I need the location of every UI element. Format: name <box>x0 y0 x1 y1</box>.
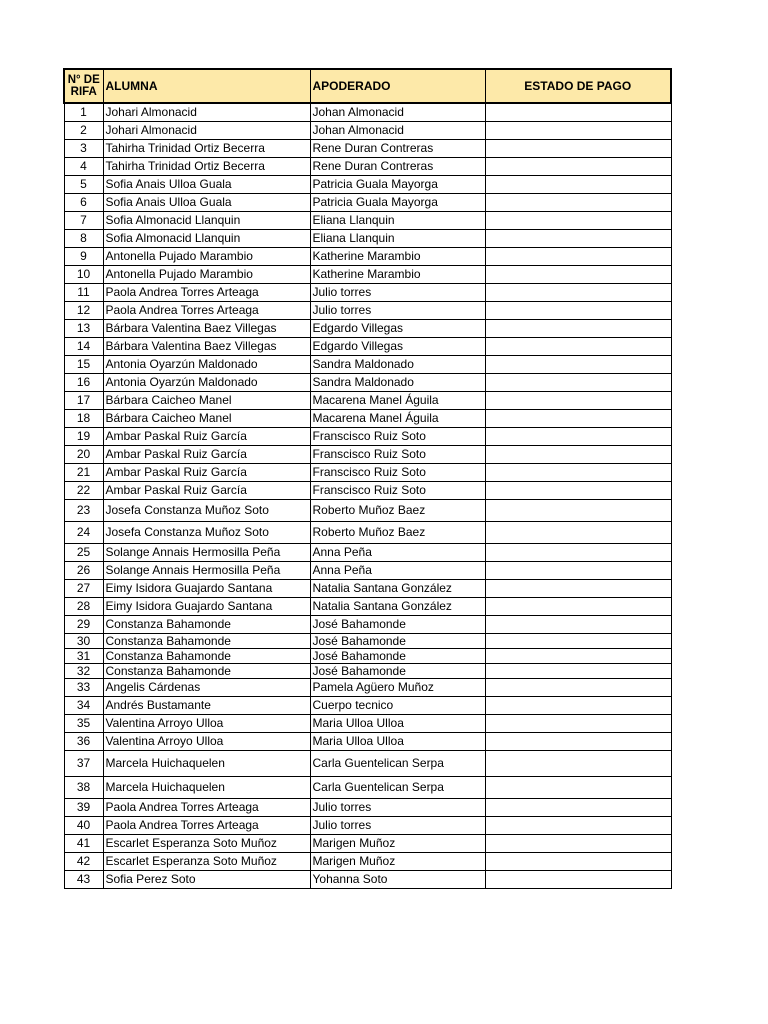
cell-apoderado[interactable]: Maria Ulloa Ulloa <box>310 715 485 733</box>
cell-alumna[interactable]: Antonia Oyarzún Maldonado <box>103 356 310 374</box>
cell-estado-de-pago[interactable] <box>485 853 671 871</box>
table-row <box>64 392 671 410</box>
cell-alumna[interactable]: Bárbara Valentina Baez Villegas <box>103 320 310 338</box>
cell-estado-de-pago[interactable] <box>485 715 671 733</box>
cell-apoderado[interactable]: Franscisco Ruiz Soto <box>310 482 485 500</box>
cell-alumna[interactable]: Paola Andrea Torres Arteaga <box>103 284 310 302</box>
cell-numero-rifa[interactable]: 21 <box>64 464 103 482</box>
cell-apoderado[interactable]: Edgardo Villegas <box>310 338 485 356</box>
cell-apoderado[interactable]: Franscisco Ruiz Soto <box>310 428 485 446</box>
cell-estado-de-pago[interactable] <box>485 194 671 212</box>
cell-estado-de-pago[interactable] <box>485 392 671 410</box>
cell-apoderado[interactable]: Macarena Manel Águila <box>310 410 485 428</box>
cell-apoderado[interactable]: Katherine Marambio <box>310 248 485 266</box>
cell-estado-de-pago[interactable] <box>485 122 671 140</box>
cell-estado-de-pago[interactable] <box>485 284 671 302</box>
table-row <box>64 320 671 338</box>
table-row <box>64 446 671 464</box>
cell-apoderado[interactable]: Eliana Llanquin <box>310 212 485 230</box>
cell-numero-rifa[interactable]: 20 <box>64 446 103 464</box>
cell-alumna[interactable]: Johari Almonacid <box>103 103 310 122</box>
cell-apoderado[interactable]: Maria Ulloa Ulloa <box>310 733 485 751</box>
cell-alumna[interactable]: Valentina Arroyo Ulloa <box>103 715 310 733</box>
cell-estado-de-pago[interactable] <box>485 835 671 853</box>
cell-estado-de-pago[interactable] <box>485 176 671 194</box>
cell-estado-de-pago[interactable] <box>485 446 671 464</box>
cell-alumna[interactable]: Angelis Cárdenas <box>103 679 310 697</box>
cell-alumna[interactable]: Paola Andrea Torres Arteaga <box>103 799 310 817</box>
table-body <box>64 103 671 889</box>
cell-apoderado[interactable]: Eliana Llanquin <box>310 230 485 248</box>
cell-numero-rifa[interactable]: 23 <box>64 500 103 522</box>
table-row <box>64 464 671 482</box>
cell-numero-rifa[interactable]: 25 <box>64 544 103 562</box>
cell-numero-rifa[interactable]: 24 <box>64 522 103 544</box>
cell-alumna[interactable]: Sofia Anais Ulloa Guala <box>103 176 310 194</box>
cell-apoderado[interactable]: Johan Almonacid <box>310 103 485 122</box>
cell-alumna[interactable]: Solange Annais Hermosilla Peña <box>103 544 310 562</box>
table-row <box>64 482 671 500</box>
cell-alumna[interactable]: Antonella Pujado Marambio <box>103 266 310 284</box>
cell-alumna[interactable]: Paola Andrea Torres Arteaga <box>103 302 310 320</box>
cell-estado-de-pago[interactable] <box>485 733 671 751</box>
cell-estado-de-pago[interactable] <box>485 212 671 230</box>
cell-numero-rifa[interactable]: 39 <box>64 799 103 817</box>
cell-apoderado[interactable]: Edgardo Villegas <box>310 320 485 338</box>
cell-apoderado[interactable]: Julio torres <box>310 284 485 302</box>
table-row <box>64 302 671 320</box>
cell-alumna[interactable]: Tahirha Trinidad Ortiz Becerra <box>103 140 310 158</box>
cell-alumna[interactable]: Bárbara Caicheo Manel <box>103 392 310 410</box>
cell-apoderado[interactable]: Roberto Muñoz Baez <box>310 522 485 544</box>
cell-numero-rifa[interactable]: 8 <box>64 230 103 248</box>
table-row <box>64 871 671 889</box>
table-row <box>64 140 671 158</box>
cell-numero-rifa[interactable]: 6 <box>64 194 103 212</box>
cell-apoderado[interactable]: Sandra Maldonado <box>310 374 485 392</box>
cell-alumna[interactable]: Escarlet Esperanza Soto Muñoz <box>103 853 310 871</box>
cell-apoderado[interactable]: Julio torres <box>310 799 485 817</box>
cell-numero-rifa[interactable]: 32 <box>64 664 103 679</box>
table-row <box>64 616 671 634</box>
cell-estado-de-pago[interactable] <box>485 562 671 580</box>
cell-numero-rifa[interactable]: 43 <box>64 871 103 889</box>
table-row <box>64 158 671 176</box>
cell-apoderado[interactable]: Carla Guentelican Serpa <box>310 751 485 777</box>
cell-alumna[interactable]: Johari Almonacid <box>103 122 310 140</box>
table-row <box>64 194 671 212</box>
cell-estado-de-pago[interactable] <box>485 140 671 158</box>
table-row <box>64 853 671 871</box>
cell-estado-de-pago[interactable] <box>485 266 671 284</box>
cell-estado-de-pago[interactable] <box>485 580 671 598</box>
cell-estado-de-pago[interactable] <box>485 464 671 482</box>
cell-estado-de-pago[interactable] <box>485 428 671 446</box>
cell-numero-rifa[interactable]: 34 <box>64 697 103 715</box>
cell-apoderado[interactable]: Yohanna Soto <box>310 871 485 889</box>
cell-apoderado[interactable]: Pamela Agüero Muñoz <box>310 679 485 697</box>
table-row <box>64 356 671 374</box>
cell-alumna[interactable]: Marcela Huichaquelen <box>103 751 310 777</box>
cell-numero-rifa[interactable]: 7 <box>64 212 103 230</box>
cell-apoderado[interactable]: Macarena Manel Águila <box>310 392 485 410</box>
cell-apoderado[interactable]: José Bahamonde <box>310 616 485 634</box>
cell-apoderado[interactable]: Katherine Marambio <box>310 266 485 284</box>
cell-estado-de-pago[interactable] <box>485 817 671 835</box>
cell-numero-rifa[interactable]: 9 <box>64 248 103 266</box>
cell-numero-rifa[interactable]: 41 <box>64 835 103 853</box>
cell-numero-rifa[interactable]: 14 <box>64 338 103 356</box>
table-row <box>64 212 671 230</box>
cell-apoderado[interactable]: Julio torres <box>310 817 485 835</box>
cell-alumna[interactable]: Constanza Bahamonde <box>103 634 310 649</box>
cell-alumna[interactable]: Escarlet Esperanza Soto Muñoz <box>103 835 310 853</box>
cell-apoderado[interactable]: Patricia Guala Mayorga <box>310 194 485 212</box>
table-row <box>64 715 671 733</box>
cell-numero-rifa[interactable]: 42 <box>64 853 103 871</box>
cell-alumna[interactable]: Constanza Bahamonde <box>103 664 310 679</box>
cell-apoderado[interactable]: Natalia Santana González <box>310 598 485 616</box>
table-row <box>64 338 671 356</box>
cell-alumna[interactable]: Josefa Constanza Muñoz Soto <box>103 500 310 522</box>
cell-numero-rifa[interactable]: 27 <box>64 580 103 598</box>
cell-alumna[interactable]: Marcela Huichaquelen <box>103 777 310 799</box>
cell-alumna[interactable]: Josefa Constanza Muñoz Soto <box>103 522 310 544</box>
cell-apoderado[interactable]: Marigen Muñoz <box>310 853 485 871</box>
cell-numero-rifa[interactable]: 5 <box>64 176 103 194</box>
cell-estado-de-pago[interactable] <box>485 248 671 266</box>
cell-estado-de-pago[interactable] <box>485 374 671 392</box>
table-row <box>64 248 671 266</box>
cell-apoderado[interactable]: Natalia Santana González <box>310 580 485 598</box>
table-row <box>64 733 671 751</box>
cell-alumna[interactable]: Bárbara Caicheo Manel <box>103 410 310 428</box>
cell-alumna[interactable]: Valentina Arroyo Ulloa <box>103 733 310 751</box>
raffle-table <box>63 68 672 889</box>
cell-alumna[interactable]: Constanza Bahamonde <box>103 649 310 664</box>
cell-numero-rifa[interactable]: 3 <box>64 140 103 158</box>
cell-numero-rifa[interactable]: 4 <box>64 158 103 176</box>
table-row <box>64 817 671 835</box>
cell-estado-de-pago[interactable] <box>485 777 671 799</box>
table-row <box>64 598 671 616</box>
cell-estado-de-pago[interactable] <box>485 544 671 562</box>
cell-alumna[interactable]: Andrés Bustamante <box>103 697 310 715</box>
table-row <box>64 500 671 522</box>
table-row <box>64 428 671 446</box>
cell-estado-de-pago[interactable] <box>485 664 671 679</box>
cell-alumna[interactable]: Antonella Pujado Marambio <box>103 248 310 266</box>
cell-alumna[interactable]: Eimy Isidora Guajardo Santana <box>103 598 310 616</box>
cell-numero-rifa[interactable]: 31 <box>64 649 103 664</box>
cell-apoderado[interactable]: Julio torres <box>310 302 485 320</box>
header-numero-rifa[interactable]: N° DE RIFA <box>64 69 103 103</box>
cell-numero-rifa[interactable]: 28 <box>64 598 103 616</box>
cell-numero-rifa[interactable]: 19 <box>64 428 103 446</box>
cell-numero-rifa[interactable]: 33 <box>64 679 103 697</box>
cell-numero-rifa[interactable]: 11 <box>64 284 103 302</box>
table-row <box>64 751 671 777</box>
cell-estado-de-pago[interactable] <box>485 500 671 522</box>
cell-numero-rifa[interactable]: 18 <box>64 410 103 428</box>
cell-alumna[interactable]: Bárbara Valentina Baez Villegas <box>103 338 310 356</box>
cell-alumna[interactable]: Sofia Anais Ulloa Guala <box>103 194 310 212</box>
cell-numero-rifa[interactable]: 13 <box>64 320 103 338</box>
cell-apoderado[interactable]: José Bahamonde <box>310 649 485 664</box>
table-row <box>64 410 671 428</box>
cell-estado-de-pago[interactable] <box>485 649 671 664</box>
table-row <box>64 266 671 284</box>
cell-numero-rifa[interactable]: 17 <box>64 392 103 410</box>
cell-apoderado[interactable]: Carla Guentelican Serpa <box>310 777 485 799</box>
table-row <box>64 664 671 679</box>
cell-alumna[interactable]: Constanza Bahamonde <box>103 616 310 634</box>
cell-estado-de-pago[interactable] <box>485 799 671 817</box>
cell-apoderado[interactable]: Franscisco Ruiz Soto <box>310 446 485 464</box>
cell-estado-de-pago[interactable] <box>485 482 671 500</box>
cell-estado-de-pago[interactable] <box>485 410 671 428</box>
cell-apoderado[interactable]: Marigen Muñoz <box>310 835 485 853</box>
cell-estado-de-pago[interactable] <box>485 356 671 374</box>
table-row <box>64 679 671 697</box>
cell-alumna[interactable]: Ambar Paskal Ruiz García <box>103 464 310 482</box>
cell-numero-rifa[interactable]: 1 <box>64 103 103 122</box>
cell-numero-rifa[interactable]: 15 <box>64 356 103 374</box>
cell-numero-rifa[interactable]: 22 <box>64 482 103 500</box>
table-row <box>64 284 671 302</box>
cell-alumna[interactable]: Sofia Perez Soto <box>103 871 310 889</box>
cell-apoderado[interactable]: Franscisco Ruiz Soto <box>310 464 485 482</box>
cell-numero-rifa[interactable]: 37 <box>64 751 103 777</box>
header-row <box>64 69 671 103</box>
cell-alumna[interactable]: Tahirha Trinidad Ortiz Becerra <box>103 158 310 176</box>
table-row <box>64 777 671 799</box>
cell-numero-rifa[interactable]: 29 <box>64 616 103 634</box>
cell-numero-rifa[interactable]: 40 <box>64 817 103 835</box>
header-apoderado[interactable]: APODERADO <box>310 69 485 103</box>
table-row <box>64 799 671 817</box>
cell-estado-de-pago[interactable] <box>485 598 671 616</box>
table-row <box>64 374 671 392</box>
table-row <box>64 230 671 248</box>
cell-estado-de-pago[interactable] <box>485 338 671 356</box>
cell-numero-rifa[interactable]: 30 <box>64 634 103 649</box>
cell-apoderado[interactable]: Cuerpo tecnico <box>310 697 485 715</box>
cell-numero-rifa[interactable]: 2 <box>64 122 103 140</box>
cell-numero-rifa[interactable]: 26 <box>64 562 103 580</box>
cell-estado-de-pago[interactable] <box>485 679 671 697</box>
cell-estado-de-pago[interactable] <box>485 751 671 777</box>
cell-numero-rifa[interactable]: 35 <box>64 715 103 733</box>
table-row <box>64 562 671 580</box>
table-row <box>64 697 671 715</box>
cell-alumna[interactable]: Antonia Oyarzún Maldonado <box>103 374 310 392</box>
table-row <box>64 122 671 140</box>
cell-alumna[interactable]: Ambar Paskal Ruiz García <box>103 428 310 446</box>
cell-alumna[interactable]: Sofia Almonacid Llanquin <box>103 230 310 248</box>
cell-apoderado[interactable]: José Bahamonde <box>310 634 485 649</box>
cell-estado-de-pago[interactable] <box>485 522 671 544</box>
cell-alumna[interactable]: Solange Annais Hermosilla Peña <box>103 562 310 580</box>
cell-alumna[interactable]: Paola Andrea Torres Arteaga <box>103 817 310 835</box>
cell-estado-de-pago[interactable] <box>485 634 671 649</box>
cell-estado-de-pago[interactable] <box>485 158 671 176</box>
cell-alumna[interactable]: Ambar Paskal Ruiz García <box>103 482 310 500</box>
cell-estado-de-pago[interactable] <box>485 871 671 889</box>
cell-numero-rifa[interactable]: 38 <box>64 777 103 799</box>
header-alumna[interactable]: ALUMNA <box>103 69 310 103</box>
cell-apoderado[interactable]: Sandra Maldonado <box>310 356 485 374</box>
cell-alumna[interactable]: Eimy Isidora Guajardo Santana <box>103 580 310 598</box>
cell-numero-rifa[interactable]: 36 <box>64 733 103 751</box>
cell-apoderado[interactable]: Anna Peña <box>310 562 485 580</box>
cell-apoderado[interactable]: Roberto Muñoz Baez <box>310 500 485 522</box>
cell-estado-de-pago[interactable] <box>485 697 671 715</box>
cell-numero-rifa[interactable]: 10 <box>64 266 103 284</box>
header-estado-de-pago[interactable]: ESTADO DE PAGO <box>485 69 671 103</box>
cell-alumna[interactable]: Ambar Paskal Ruiz García <box>103 446 310 464</box>
cell-alumna[interactable]: Sofia Almonacid Llanquin <box>103 212 310 230</box>
cell-apoderado[interactable]: Rene Duran Contreras <box>310 158 485 176</box>
cell-apoderado[interactable]: José Bahamonde <box>310 664 485 679</box>
table-row <box>64 649 671 664</box>
table-row <box>64 835 671 853</box>
cell-apoderado[interactable]: Anna Peña <box>310 544 485 562</box>
cell-estado-de-pago[interactable] <box>485 230 671 248</box>
table-row <box>64 176 671 194</box>
cell-numero-rifa[interactable]: 16 <box>64 374 103 392</box>
table-row <box>64 522 671 544</box>
table-row <box>64 544 671 562</box>
cell-apoderado[interactable]: Johan Almonacid <box>310 122 485 140</box>
cell-numero-rifa[interactable]: 12 <box>64 302 103 320</box>
table-row <box>64 580 671 598</box>
cell-estado-de-pago[interactable] <box>485 302 671 320</box>
cell-estado-de-pago[interactable] <box>485 103 671 122</box>
cell-estado-de-pago[interactable] <box>485 616 671 634</box>
cell-apoderado[interactable]: Patricia Guala Mayorga <box>310 176 485 194</box>
cell-estado-de-pago[interactable] <box>485 320 671 338</box>
cell-apoderado[interactable]: Rene Duran Contreras <box>310 140 485 158</box>
table-row <box>64 103 671 122</box>
table-row <box>64 634 671 649</box>
